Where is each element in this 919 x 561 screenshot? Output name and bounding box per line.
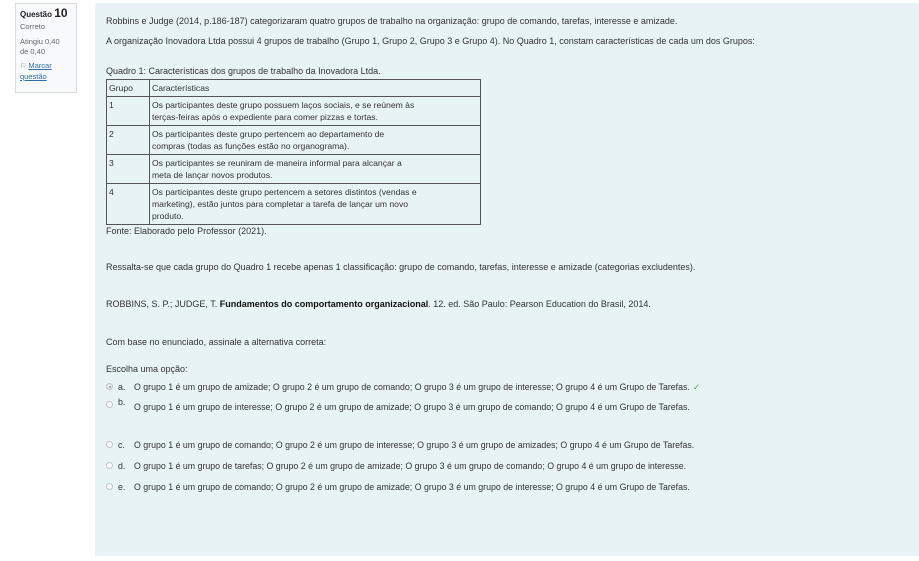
option-letter: c.	[118, 440, 125, 450]
table-cell-characteristics	[150, 184, 481, 225]
radio-e[interactable]	[106, 483, 113, 490]
table-cell-characteristics	[150, 97, 481, 126]
table-row	[107, 184, 481, 225]
radio-b[interactable]	[106, 401, 113, 408]
flag-icon: ⚐	[20, 63, 27, 70]
option-text: O grupo 1 é um grupo de tarefas; O grupo 2 é um grupo de amizade; O grupo 3 é um grupo de comando; O grupo 4 é um grupo de interesse.	[134, 461, 687, 471]
radio-c[interactable]	[106, 441, 113, 448]
table-caption: Quadro 1: Características dos grupos de trabalho da Inovadora Ltda.	[106, 66, 381, 76]
table-cell-group: 2	[107, 126, 150, 155]
answer-option-b[interactable]	[106, 399, 908, 413]
option-letter: e.	[118, 482, 126, 492]
reference-details: . 12. ed. São Paulo: Pearson Education do Brasil, 2014.	[428, 299, 651, 309]
question-content	[95, 3, 919, 556]
groups-table	[106, 79, 481, 225]
table-header-characteristics: Características	[150, 80, 481, 97]
radio-a[interactable]	[106, 383, 113, 390]
reference	[106, 298, 908, 310]
question-number: 10	[54, 6, 68, 20]
check-icon: ✓	[692, 382, 701, 392]
question-prefix: Questão	[20, 10, 53, 19]
answer-option-e[interactable]	[106, 481, 908, 493]
option-letter: d.	[118, 461, 126, 471]
flag-label-2: questão	[20, 72, 47, 81]
table-cell-group: 3	[107, 155, 150, 184]
option-text: O grupo 1 é um grupo de interesse; O grupo 2 é um grupo de amizade; O grupo 3 é um grupo de comando; O grupo 4 é um Grupo de Tarefas.	[134, 402, 690, 412]
grade-line-1: Atingiu 0,40	[20, 37, 60, 46]
cell-line: Os participantes deste grupo pertencem ao departamento de	[152, 129, 385, 139]
answer-option-a[interactable]	[106, 381, 908, 393]
option-letter: a.	[118, 382, 126, 392]
question-state: Correto	[20, 22, 46, 31]
option-text: O grupo 1 é um grupo de comando; O grupo 2 é um grupo de interesse; O grupo 3 é um grupo de amizades; O grupo 4 é um Grupo de Tarefas.	[134, 440, 695, 450]
option-letter: b.	[118, 397, 126, 407]
answer-options	[106, 381, 908, 493]
question-info-box	[15, 3, 77, 93]
cell-line: compras (todas as funções estão no organograma).	[152, 141, 350, 151]
question-title	[20, 8, 72, 20]
table-row	[107, 126, 481, 155]
cell-line: marketing), estão juntos para completar a tarefa de lançar um novo	[152, 199, 409, 209]
cell-line: Os participantes deste grupo possuem laços sociais, e se reúnem às	[152, 100, 415, 110]
table-cell-group: 1	[107, 97, 150, 126]
choose-option-label: Escolha uma opção:	[106, 364, 188, 374]
cell-line: meta de lançar novos produtos.	[152, 170, 273, 180]
table-header-group: Grupo	[107, 80, 150, 97]
cell-line: terças-feiras após o expediente para comer pizzas e tortas.	[152, 112, 378, 122]
cell-line: produto.	[152, 211, 184, 221]
reference-authors: ROBBINS, S. P.; JUDGE, T.	[106, 299, 220, 309]
answer-option-c[interactable]	[106, 439, 908, 451]
intro-paragraph-1: Robbins e Judge (2014, p.186-187) categorizaram quatro grupos de trabalho na organização: grupo de comando, tarefas, interesse e amizade.	[106, 16, 678, 26]
cell-line: Os participantes deste grupo pertencem a setores distintos (vendas e	[152, 187, 417, 197]
option-text: O grupo 1 é um grupo de amizade; O grupo 2 é um grupo de comando; O grupo 3 é um grupo de interesse; O grupo 4 é um Grupo de Tarefas.	[134, 382, 690, 392]
grade-line-2: de 0,40	[20, 47, 46, 56]
question-prompt: Com base no enunciado, assinale a alternativa correta:	[106, 337, 327, 347]
table-cell-characteristics	[150, 155, 481, 184]
cell-line: Os participantes se reuniram de maneira informal para alcançar a	[152, 158, 402, 168]
table-cell-group: 4	[107, 184, 150, 225]
intro-paragraph-2: A organização Inovadora Ltda possui 4 grupos de trabalho (Grupo 1, Grupo 2, Grupo 3 e Grupo 4). No Quadro 1, constam características de cada um dos Grupos:	[106, 36, 755, 46]
answer-option-d[interactable]	[106, 460, 908, 472]
note-paragraph: Ressalta-se que cada grupo do Quadro 1 recebe apenas 1 classificação: grupo de comando, tarefas, interesse e amizade (categorias excludentes).	[106, 262, 696, 272]
table-source: Fonte: Elaborado pelo Professor (2021).	[106, 226, 267, 236]
flag-question-link[interactable]	[20, 61, 72, 82]
flag-label-1: Marcar	[28, 61, 52, 70]
table-cell-characteristics	[150, 126, 481, 155]
reference-title: Fundamentos do comportamento organizacional	[219, 299, 429, 309]
question-grade	[20, 37, 72, 57]
option-text: O grupo 1 é um grupo de comando; O grupo 2 é um grupo de amizade; O grupo 3 é um grupo de interesse; O grupo 4 é um Grupo de Tarefas.	[134, 482, 690, 492]
radio-d[interactable]	[106, 462, 113, 469]
table-header-row	[107, 80, 481, 97]
table-row	[107, 97, 481, 126]
table-row	[107, 155, 481, 184]
